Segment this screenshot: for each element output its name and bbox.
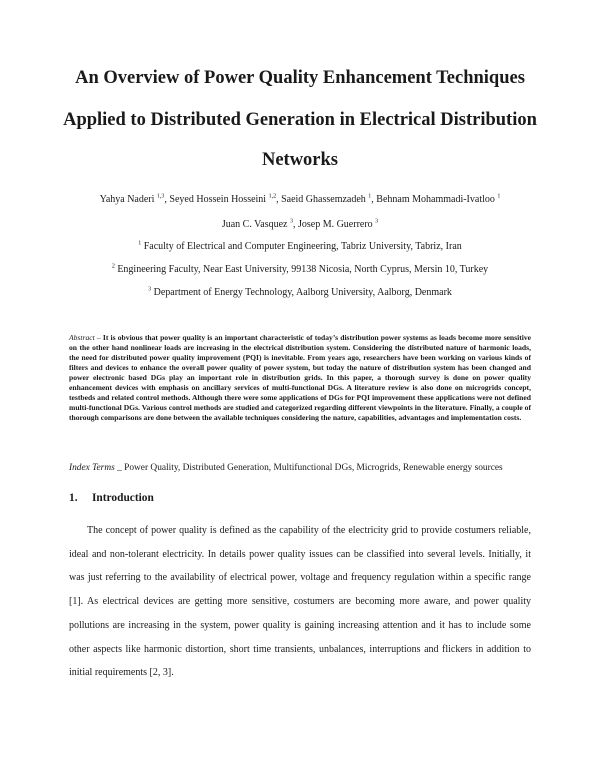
affiliation-text: Department of Energy Technology, Aalborg University, Aalborg, Denmark — [153, 287, 452, 298]
author-name: Behnam Mohammadi-Ivatloo — [376, 194, 495, 205]
affiliation-marker: 3 — [148, 286, 152, 293]
author-affiliation-marker: 1,3 — [156, 193, 165, 200]
index-terms-separator: _ — [114, 463, 125, 473]
affiliation-3 — [0, 287, 600, 298]
author-name: Seyed Hossein Hosseini — [169, 194, 267, 205]
affiliation-text: Engineering Faculty, Near East University, 99138 Nicosia, North Cyprus, Mersin 10, Turkey — [117, 264, 489, 275]
affiliation-text: Faculty of Electrical and Computer Engineering, Tabriz University, Tabriz, Iran — [143, 241, 462, 252]
affiliation-2 — [0, 264, 600, 275]
author-list-line-1 — [0, 194, 600, 205]
abstract-dash: – — [94, 333, 103, 342]
author-separator: , — [371, 194, 377, 205]
author-affiliation-marker: 3 — [375, 218, 379, 225]
author-affiliation-marker: 1 — [497, 193, 501, 200]
author-affiliation-marker: 1 — [368, 193, 372, 200]
title-line-1: An Overview of Power Quality Enhancement Techniques — [75, 68, 525, 88]
author-separator: , — [292, 219, 298, 230]
section-title: Introduction — [92, 492, 154, 504]
section-number: 1. — [69, 492, 78, 504]
affiliation-1 — [0, 241, 600, 252]
index-terms — [69, 463, 503, 473]
author-separator: , — [276, 194, 282, 205]
index-terms-text: Power Quality, Distributed Generation, Multifunctional DGs, Microgrids, Renewable energy sources — [124, 463, 503, 473]
author-affiliation-marker: 3 — [289, 218, 293, 225]
author-name: Josep M. Guerrero — [297, 219, 373, 230]
author-name: Yahya Naderi — [99, 194, 155, 205]
affiliation-marker: 2 — [111, 263, 115, 270]
title-line-2: Applied to Distributed Generation in Electrical Distribution — [63, 110, 537, 130]
author-separator: , — [164, 194, 170, 205]
author-name: Saeid Ghassemzadeh — [281, 194, 366, 205]
abstract-text: It is obvious that power quality is an important characteristic of today’s distribution power systems as loads become more sensitive on the other hand nonlinear loads are increasing in the electrical distribution system. Considering the distributed nature of harmonic loads, the need for distributed power quality improvement (PQI) is inevitable. From years ago, researchers have been working on various kinds of filters and devices to enhance the overall power quality of power system, but today the nature of distribution system has been changed and power electronic based DGs play an important role in distribution grids. In this paper, a thorough survey is done on power quality enhancement devices with emphasis on ancillary services of multi-functional DGs. A literature review is also done on microgrids concept, testbeds and related control methods. Although there were some applications of DGs for PQI improvement these applications were not defined multi-functional DGs. Various control methods are studied and categorized regarding different viewpoints in the literature. Finally, a couple of thorough comparisons are done between the available techniques considering the nature, capabilities, advantages and implementation costs. — [69, 333, 532, 422]
author-name: Juan C. Vasquez — [221, 219, 288, 230]
index-terms-label: Index Terms — [69, 463, 115, 473]
affiliation-marker: 1 — [138, 240, 142, 247]
abstract-label: Abstract — [69, 333, 95, 342]
introduction-paragraph: The concept of power quality is defined as the capability of the electricity grid to provide costumers reliable, ideal and non-tolerant electricity. In details power quality issues can be classified into several levels. Initially, it was just referring to the availability of electrical power, voltage and frequency regulation within a specific range [1]. As electrical devices are getting more sensitive, costumers are becoming more aware, and power quality pollutions are increasing in the system, power quality is gaining increasing attention and it has to include some other aspects like harmonic distortion, short time transients, unbalances, interruptions and flickers in addition to initial requirements [2, 3]. — [69, 525, 531, 679]
author-list-line-2 — [0, 219, 600, 230]
title-line-3: Networks — [261, 150, 339, 170]
section-heading-introduction — [69, 492, 154, 504]
author-affiliation-marker: 1,2 — [268, 193, 277, 200]
abstract — [69, 333, 531, 423]
